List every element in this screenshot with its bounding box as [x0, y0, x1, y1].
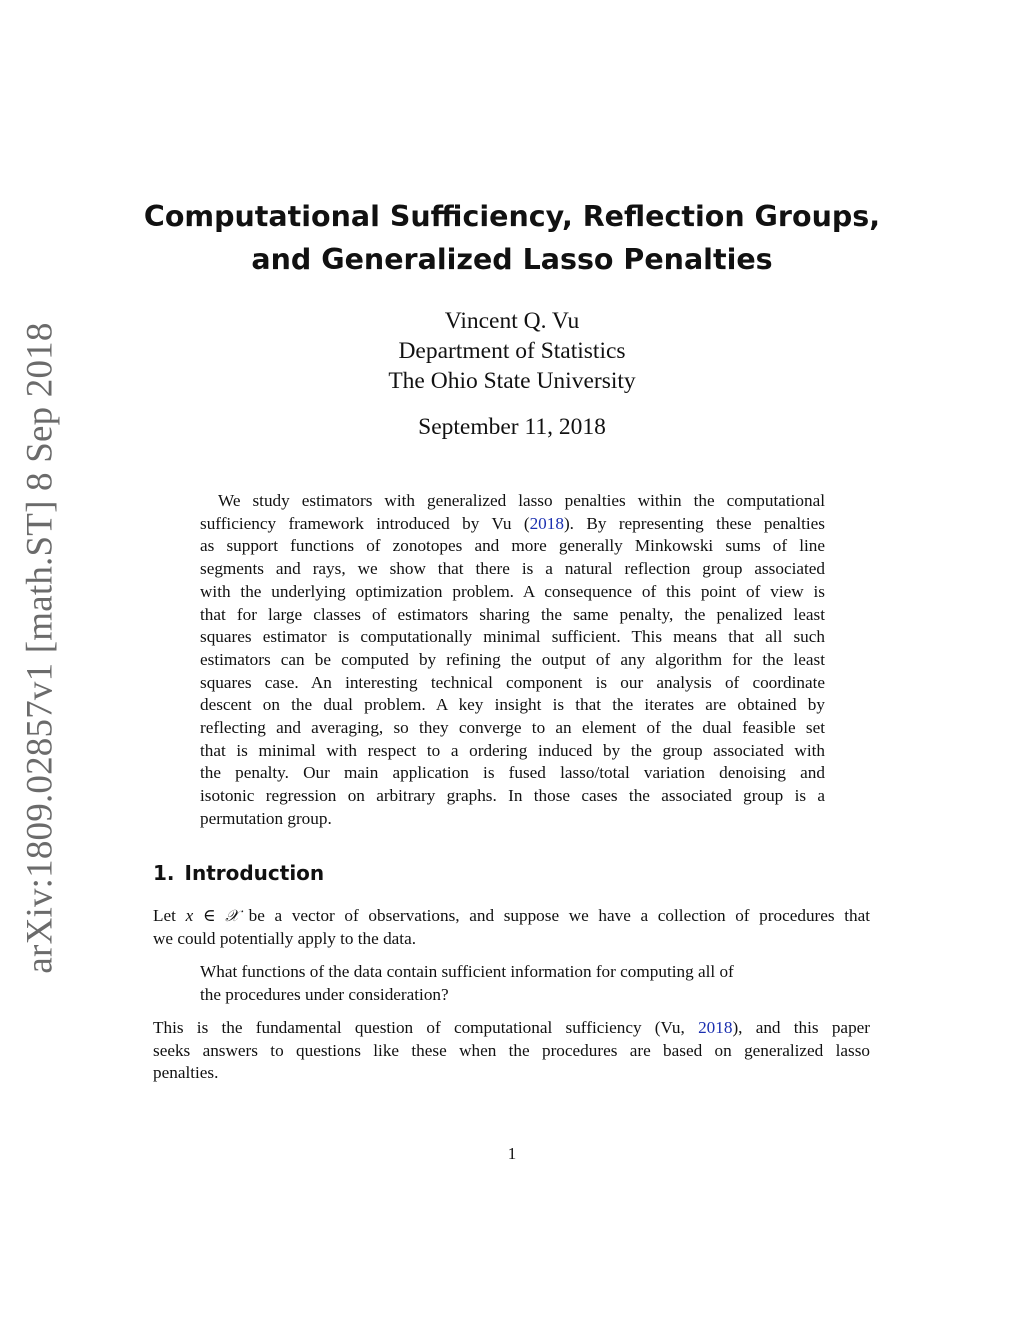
paper-title-line-2: and Generalized Lasso Penalties [251, 243, 773, 276]
paper-title-line-1: Computational Sufficiency, Reflection Groups, [143, 200, 881, 233]
abstract-line: We study estimators with generalized lasso penalties within the computational [218, 491, 825, 510]
abstract-line [200, 513, 825, 536]
abstract-text: ). By representing these penalties [563, 513, 825, 533]
abstract-line: isotonic regression on arbitrary graphs. In those cases the associated group is a [200, 786, 825, 806]
paragraph-line: we could potentially apply to the data. [153, 928, 416, 948]
abstract-line: permutation group. [200, 808, 332, 828]
quote-line: the procedures under consideration? [200, 984, 449, 1004]
question-paragraph [153, 1017, 870, 1085]
author-name: Vincent Q. Vu [444, 308, 580, 334]
abstract-line: that is minimal with respect to a ordering induced by the group associated with [200, 740, 825, 760]
author-block [212, 306, 812, 396]
paper-title [130, 195, 894, 281]
paragraph-line: penalties. [153, 1063, 219, 1083]
paragraph-text: This is the fundamental question of computational sufficiency (Vu, [153, 1018, 685, 1037]
paragraph-text: ), and this paper [732, 1018, 871, 1037]
abstract [200, 490, 825, 831]
abstract-line: the penalty. Our main application is fused lasso/total variation denoising and [200, 763, 825, 783]
abstract-line: estimators can be computed by refining the output of any algorithm for the least [200, 649, 825, 669]
math-set-x: 𝒳 [225, 906, 240, 925]
author-department: Department of Statistics [398, 338, 626, 364]
publication-date: September 11, 2018 [418, 414, 606, 440]
abstract-line: squares estimator is computationally minimal sufficient. This means that all such [200, 627, 825, 647]
abstract-line: squares case. An interesting technical component is our analysis of coordinate [200, 672, 825, 692]
section-title: Introduction [184, 861, 325, 885]
abstract-line: that for large classes of estimators sharing the same penalty, the penalized least [200, 604, 825, 624]
section-number: 1. [153, 861, 175, 885]
paragraph-line [153, 1017, 870, 1040]
intro-paragraph [153, 905, 870, 950]
paragraph-line: seeks answers to questions like these when the procedures are based on generalized lasso [153, 1040, 870, 1060]
author-institution: The Ohio State University [388, 368, 636, 394]
intro-text: be a vector of observations, and suppose we have a collection of procedures that [248, 906, 871, 925]
citation-link[interactable]: 2018 [698, 1018, 733, 1037]
paragraph-line [153, 905, 870, 928]
math-variable-x: x [185, 906, 194, 925]
abstract-line: descent on the dual problem. A key insight is that the iterates are obtained by [200, 695, 825, 715]
block-quote [200, 961, 825, 1006]
section-heading-introduction [153, 858, 324, 888]
math-element-of: ∈ [202, 906, 216, 925]
abstract-line: as support functions of zonotopes and more generally Minkowski sums of line [200, 536, 825, 556]
abstract-line: with the underlying optimization problem. A consequence of this point of view is [200, 581, 825, 601]
abstract-text: sufficiency framework introduced by Vu ( [200, 513, 530, 533]
abstract-line: reflecting and averaging, so they converge to an element of the dual feasible set [200, 718, 825, 738]
arxiv-identifier-stamp: arXiv:1809.02857v1 [math.ST] 8 Sep 2018 [19, 322, 61, 974]
quote-line: What functions of the data contain sufficient information for computing all of [200, 962, 734, 981]
abstract-line: segments and rays, we show that there is a natural reflection group associated [200, 559, 825, 579]
intro-text: Let [153, 906, 176, 925]
page-number: 1 [507, 1144, 517, 1163]
citation-link[interactable]: 2018 [529, 513, 564, 533]
